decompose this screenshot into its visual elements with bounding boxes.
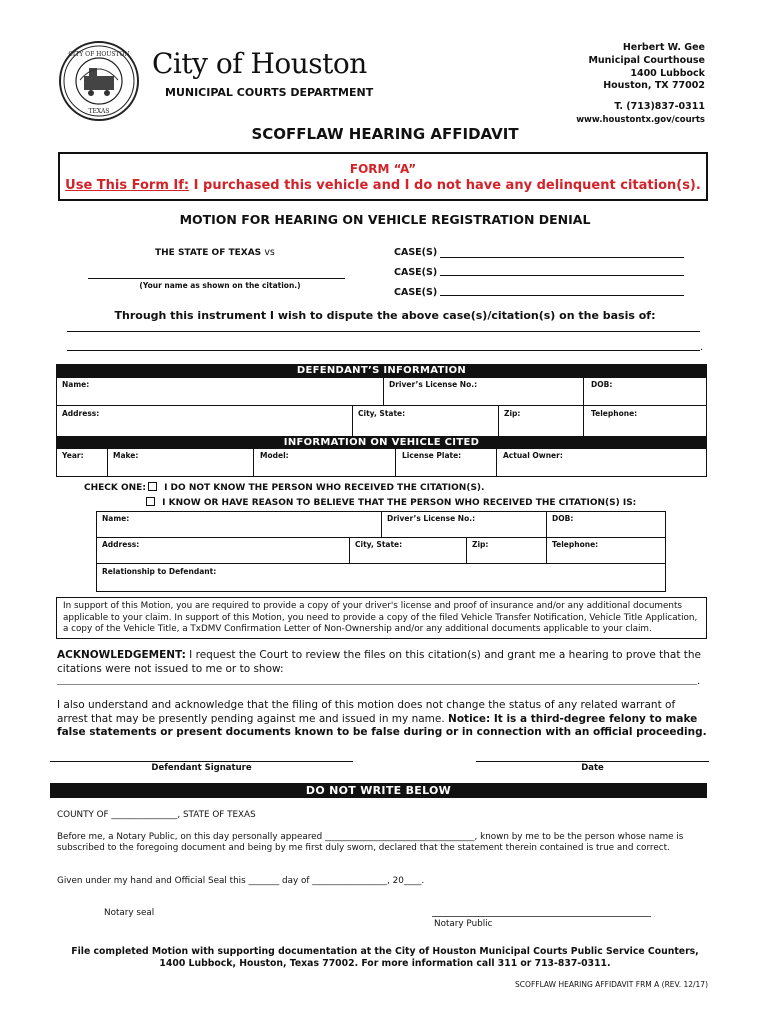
courthouse-address — [576, 42, 705, 127]
address-name: Herbert W. Gee — [622, 42, 705, 53]
understand-paragraph — [57, 699, 707, 740]
vehicle-col-divider-4 — [496, 448, 497, 477]
recipient-telephone-label: Telephone: — [552, 540, 599, 549]
filing-instructions-line-1: File completed Motion with supporting documentation at the City of Houston Municipal Courts Public Service Counters, — [71, 946, 699, 957]
case-field-1[interactable] — [440, 257, 684, 258]
date-line[interactable] — [476, 761, 709, 762]
filing-instructions — [0, 946, 770, 970]
seal-text-bottom: TEXAS — [88, 108, 110, 115]
notary-public-signature-line[interactable] — [432, 916, 651, 917]
recipient-zip-label: Zip: — [472, 540, 489, 549]
recipient-relationship-label: Relationship to Defendant: — [102, 567, 217, 576]
recipient-row-divider-2 — [96, 563, 666, 564]
defendant-dob-label: DOB: — [591, 380, 613, 389]
form-footer: SCOFFLAW HEARING AFFIDAVIT FRM A (REV. 12/17) — [515, 980, 708, 989]
defendant-name-label: Name: — [62, 380, 90, 389]
notary-statement: Before me, a Notary Public, on this day personally appeared __________________________________, known by me to be the person whose name is subscribed to the foregoing document and being by me first duly sworn, declared that the statement therein contained is true and correct. — [57, 832, 684, 853]
vehicle-col-divider-2 — [253, 448, 254, 477]
defendant-col-divider-4 — [498, 405, 499, 437]
state-of-texas: THE STATE OF TEXAS — [155, 248, 262, 258]
recipient-col-divider-1 — [381, 511, 382, 537]
acknowledgement-label: ACKNOWLEDGEMENT: — [57, 649, 186, 661]
dispute-basis-line-2[interactable] — [67, 350, 700, 351]
acknowledgement-period: . — [697, 676, 701, 687]
defendant-info-header: DEFENDANT’S INFORMATION — [56, 364, 707, 378]
vehicle-info-header: INFORMATION ON VEHICLE CITED — [56, 436, 707, 449]
defendant-license-label: Driver’s License No.: — [389, 380, 478, 389]
vehicle-col-divider-1 — [107, 448, 108, 477]
defendant-signature-label: Defendant Signature — [151, 763, 252, 773]
notary-seal-label: Notary seal — [104, 908, 155, 918]
acknowledgement-line[interactable] — [57, 684, 697, 685]
name-hint: (Your name as shown on the citation.) — [139, 281, 301, 290]
case-field-2[interactable] — [440, 275, 684, 276]
checkbox-do-not-know[interactable] — [148, 482, 157, 491]
check-option-2-text: I KNOW OR HAVE REASON TO BELIEVE THAT THE PERSON WHO RECEIVED THE CITATION(S) IS: — [162, 498, 637, 508]
address-phone: T. (713)837-0311 — [614, 101, 705, 113]
vehicle-plate-label: License Plate: — [402, 451, 462, 460]
recipient-col-divider-4 — [466, 537, 467, 563]
recipient-col-divider-5 — [546, 537, 547, 563]
use-form-text: I purchased this vehicle and I do not have any delinquent citation(s). — [189, 178, 701, 193]
vehicle-col-divider-3 — [395, 448, 396, 477]
vehicle-year-label: Year: — [62, 451, 84, 460]
case-field-3[interactable] — [440, 295, 684, 296]
department-name: MUNICIPAL COURTS DEPARTMENT — [165, 86, 374, 99]
form-a-label: FORM “A” — [349, 162, 417, 176]
vs-label: vs — [264, 247, 275, 258]
recipient-row-divider-1 — [96, 537, 666, 538]
use-form-line — [60, 178, 706, 193]
official-seal-line: Given under my hand and Official Seal this _______ day of _________________, 20____. — [57, 876, 425, 886]
acknowledgement-text: I request the Court to review the files on this citation(s) and grant me a hearing to prove that the citations were not issued to me or to show: — [57, 649, 702, 675]
case-label-1: CASE(S) — [394, 247, 438, 258]
defendant-col-divider-5 — [583, 405, 584, 437]
state-of-texas-line — [155, 247, 275, 258]
recipient-name-label: Name: — [102, 514, 130, 523]
dispute-basis-line-1[interactable] — [67, 331, 700, 332]
address-city: Houston, TX 77002 — [603, 80, 705, 92]
city-seal-logo — [58, 40, 140, 122]
check-option-1-text: I DO NOT KNOW THE PERSON WHO RECEIVED THE CITATION(S). — [164, 483, 485, 493]
defendant-col-divider-3 — [352, 405, 353, 437]
vehicle-model-label: Model: — [260, 451, 289, 460]
recipient-license-label: Driver’s License No.: — [387, 514, 476, 523]
defendant-col-divider-2 — [583, 377, 584, 405]
dispute-basis-period: . — [700, 342, 704, 353]
filing-instructions-line-2: 1400 Lubbock, Houston, Texas 77002. For more information call 311 or 713-837-0311. — [159, 958, 611, 969]
check-one-row-2 — [144, 497, 636, 508]
recipient-city-label: City, State: — [355, 540, 403, 549]
defendant-name-field[interactable] — [88, 278, 345, 279]
seal-text-top: CITY OF HOUSTON — [68, 51, 130, 58]
acknowledgement-paragraph — [57, 649, 707, 676]
defendant-zip-label: Zip: — [504, 409, 521, 418]
vehicle-info-table — [56, 448, 707, 477]
support-notice: In support of this Motion, you are required to provide a copy of your driver's license and proof of insurance and/or any additional documents applicable to your claim. In support of this Motion, you need to provide a copy of the filed Vehicle Transfer Notification, Vehicle Title Application, a copy of the Vehicle Title, a TxDMV Confirmation Letter of Non-Ownership and/or any additional documents applicable to your claim. — [56, 597, 707, 639]
defendant-address-label: Address: — [62, 409, 100, 418]
defendant-row-divider — [56, 405, 707, 406]
recipient-col-divider-3 — [349, 537, 350, 563]
vehicle-make-label: Make: — [113, 451, 139, 460]
notary-public-label: Notary Public — [434, 919, 493, 929]
defendant-city-label: City, State: — [358, 409, 406, 418]
use-form-prefix: Use This Form If: — [65, 178, 190, 193]
case-label-2: CASE(S) — [394, 267, 438, 278]
check-one-row-1 — [84, 482, 484, 493]
defendant-signature-line[interactable] — [50, 761, 353, 762]
checkbox-know-person[interactable] — [146, 497, 155, 506]
date-label: Date — [581, 763, 604, 773]
defendant-telephone-label: Telephone: — [591, 409, 638, 418]
dispute-basis-text: Through this instrument I wish to dispute the above case(s)/citation(s) on the basis of: — [114, 309, 656, 322]
county-line: COUNTY OF _______________, STATE OF TEXAS — [57, 810, 256, 820]
felony-notice: Notice: It is a third-degree felony to make false statements or present documents known to be false during or in connection with an official proceeding. — [57, 712, 707, 738]
recipient-dob-label: DOB: — [552, 514, 574, 523]
motion-title: MOTION FOR HEARING ON VEHICLE REGISTRATION DENIAL — [179, 212, 591, 227]
address-street: 1400 Lubbock — [630, 67, 705, 79]
understand-text: I also understand and acknowledge that the filing of this motion does not change the status of any related warrant of arrest that may be presently pending against me and issued in my name. — [57, 699, 676, 725]
case-label-3: CASE(S) — [394, 287, 438, 298]
vehicle-owner-label: Actual Owner: — [503, 451, 563, 460]
check-one-label: CHECK ONE: — [84, 483, 146, 493]
recipient-col-divider-2 — [546, 511, 547, 537]
document-title: SCOFFLAW HEARING AFFIDAVIT — [251, 125, 519, 143]
address-website: www.houstontx.gov/courts — [576, 114, 705, 125]
recipient-address-label: Address: — [102, 540, 140, 549]
defendant-col-divider-1 — [383, 377, 384, 405]
address-building: Municipal Courthouse — [588, 54, 705, 66]
city-title: City of Houston — [152, 47, 367, 80]
do-not-write-banner: DO NOT WRITE BELOW — [50, 783, 707, 798]
form-a-box — [58, 152, 708, 201]
